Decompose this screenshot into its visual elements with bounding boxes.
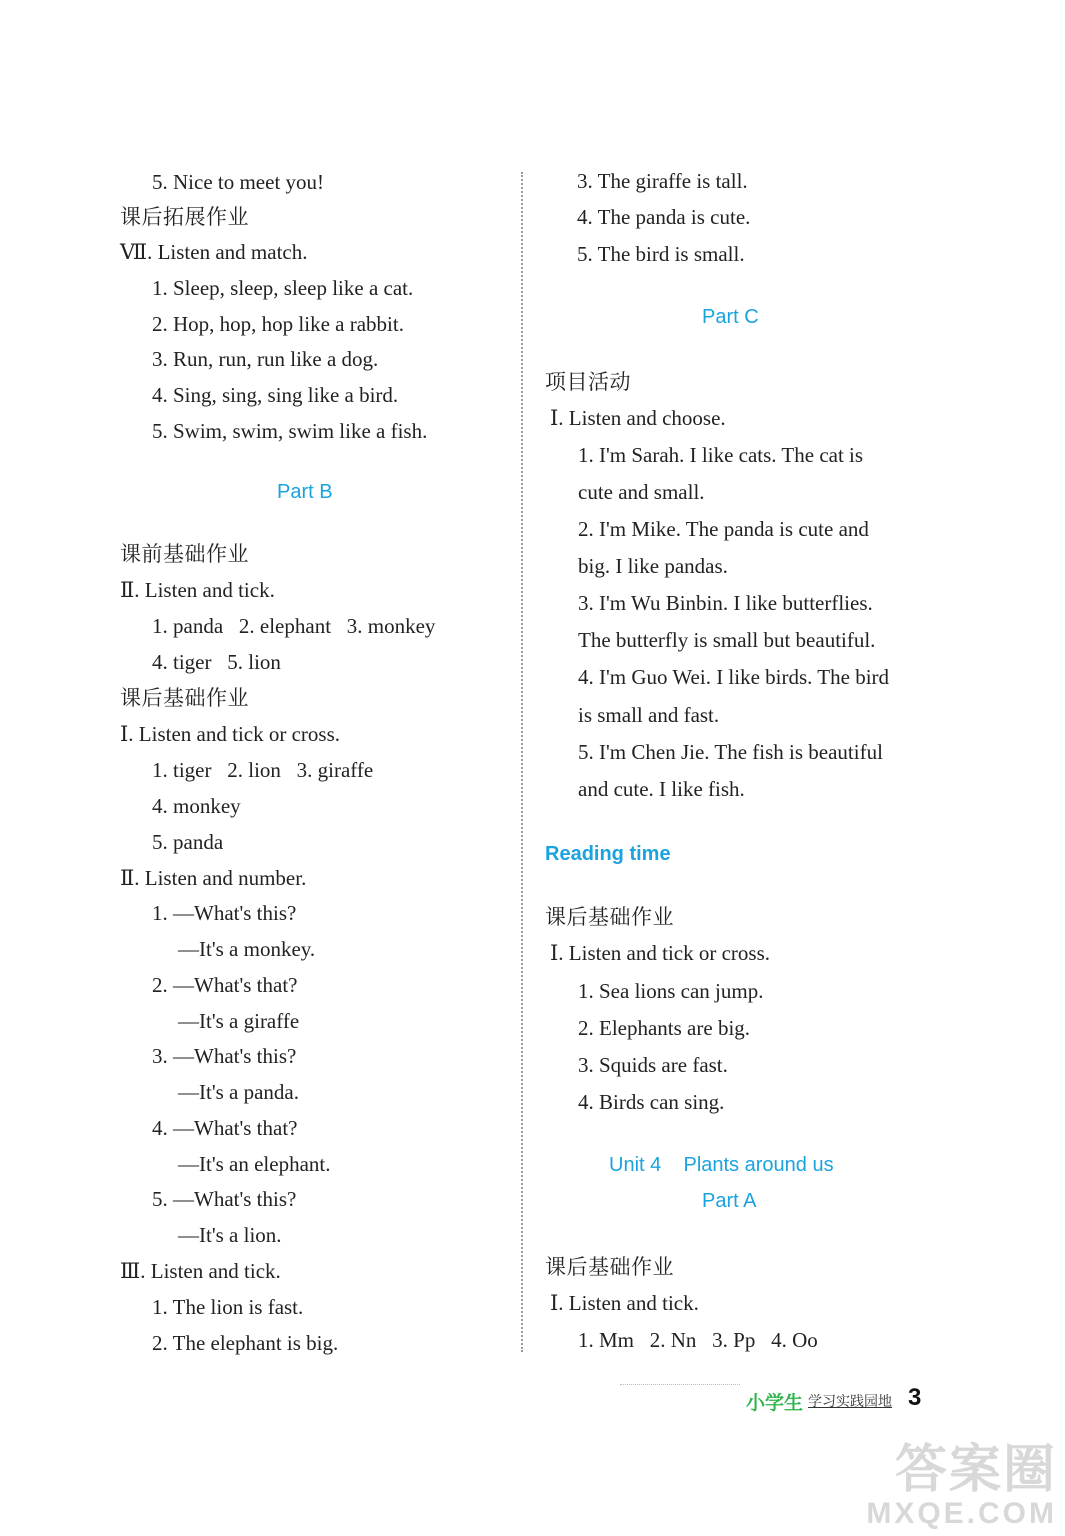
text-line: 1. —What's this? xyxy=(152,901,297,925)
section-heading: 课后拓展作业 xyxy=(120,205,249,229)
text-line: 1. Sea lions can jump. xyxy=(578,979,764,1003)
text-line: 2. Hop, hop, hop like a rabbit. xyxy=(152,312,404,336)
brand-subtitle: 学习实践园地 xyxy=(808,1394,892,1410)
text-line: 1. Mm 2. Nn 3. Pp 4. Oo xyxy=(578,1328,818,1352)
text-line: 1. tiger 2. lion 3. giraffe xyxy=(152,758,374,782)
text-line: 5. panda xyxy=(152,830,224,854)
exercise-heading: Ⅲ. Listen and tick. xyxy=(120,1259,281,1283)
part-heading: Part B xyxy=(277,481,333,503)
watermark-url: MXQE.COM xyxy=(866,1497,1057,1530)
exercise-heading: Ⅰ. Listen and tick or cross. xyxy=(120,722,340,746)
text-line: 1. I'm Sarah. I like cats. The cat is xyxy=(578,443,864,467)
text-line: 2. —What's that? xyxy=(152,973,298,997)
text-line: 5. Swim, swim, swim like a fish. xyxy=(152,419,428,443)
text-line: 4. I'm Guo Wei. I like birds. The bird xyxy=(578,665,890,689)
text-line: The butterfly is small but beautiful. xyxy=(578,628,876,652)
text-line: and cute. I like fish. xyxy=(578,777,745,801)
text-line: 5. Nice to meet you! xyxy=(152,170,325,194)
page-number: 3 xyxy=(908,1384,922,1411)
column-divider xyxy=(521,172,523,1352)
text-line: 2. The elephant is big. xyxy=(152,1331,339,1355)
text-line: —It's an elephant. xyxy=(178,1152,331,1176)
watermark-title: 答案圈 xyxy=(894,1440,1057,1500)
text-line: 3. I'm Wu Binbin. I like butterflies. xyxy=(578,591,873,615)
unit-heading: Unit 4 Plants around us xyxy=(609,1154,834,1176)
text-line: 1. panda 2. elephant 3. monkey xyxy=(152,614,436,638)
section-heading: 课后基础作业 xyxy=(545,1255,674,1279)
exercise-heading: Ⅰ. Listen and choose. xyxy=(550,406,726,430)
text-line: 5. I'm Chen Jie. The fish is beautiful xyxy=(578,740,883,764)
exercise-heading: Ⅱ. Listen and number. xyxy=(120,866,307,890)
footer-rule xyxy=(620,1384,740,1385)
text-line: —It's a giraffe xyxy=(178,1009,300,1033)
section-heading: 课前基础作业 xyxy=(120,542,249,566)
text-line: 3. —What's this? xyxy=(152,1044,297,1068)
text-line: cute and small. xyxy=(578,480,705,504)
text-line: 4. monkey xyxy=(152,794,241,818)
text-line: 3. Squids are fast. xyxy=(578,1053,728,1077)
text-line: 5. —What's this? xyxy=(152,1187,297,1211)
brand-logo-text: 小学生 xyxy=(746,1392,804,1414)
section-heading: 课后基础作业 xyxy=(120,686,249,710)
section-heading: 课后基础作业 xyxy=(545,905,674,929)
reading-time-heading: Reading time xyxy=(545,843,671,865)
text-line: 2. Elephants are big. xyxy=(578,1016,751,1040)
text-line: 1. Sleep, sleep, sleep like a cat. xyxy=(152,276,414,300)
text-line: 2. I'm Mike. The panda is cute and xyxy=(578,517,869,541)
text-line: 3. Run, run, run like a dog. xyxy=(152,347,379,371)
exercise-heading: Ⅶ. Listen and match. xyxy=(120,240,308,264)
text-line: 3. The giraffe is tall. xyxy=(577,169,748,193)
text-line: 4. Birds can sing. xyxy=(578,1090,725,1114)
text-line: —It's a panda. xyxy=(178,1080,299,1104)
part-heading: Part C xyxy=(702,306,759,328)
text-line: 4. —What's that? xyxy=(152,1116,298,1140)
text-line: 1. The lion is fast. xyxy=(152,1295,304,1319)
exercise-heading: Ⅰ. Listen and tick or cross. xyxy=(550,941,770,965)
text-line: big. I like pandas. xyxy=(578,554,728,578)
part-heading: Part A xyxy=(702,1190,757,1212)
text-line: is small and fast. xyxy=(578,703,720,727)
exercise-heading: Ⅰ. Listen and tick. xyxy=(550,1291,699,1315)
text-line: 5. The bird is small. xyxy=(577,242,745,266)
exercise-heading: Ⅱ. Listen and tick. xyxy=(120,578,275,602)
text-line: 4. tiger 5. lion xyxy=(152,650,281,674)
text-line: 4. The panda is cute. xyxy=(577,205,751,229)
text-line: —It's a lion. xyxy=(178,1223,282,1247)
watermark xyxy=(866,1442,1057,1530)
section-heading: 项目活动 xyxy=(545,370,631,394)
text-line: —It's a monkey. xyxy=(178,937,316,961)
text-line: 4. Sing, sing, sing like a bird. xyxy=(152,383,399,407)
